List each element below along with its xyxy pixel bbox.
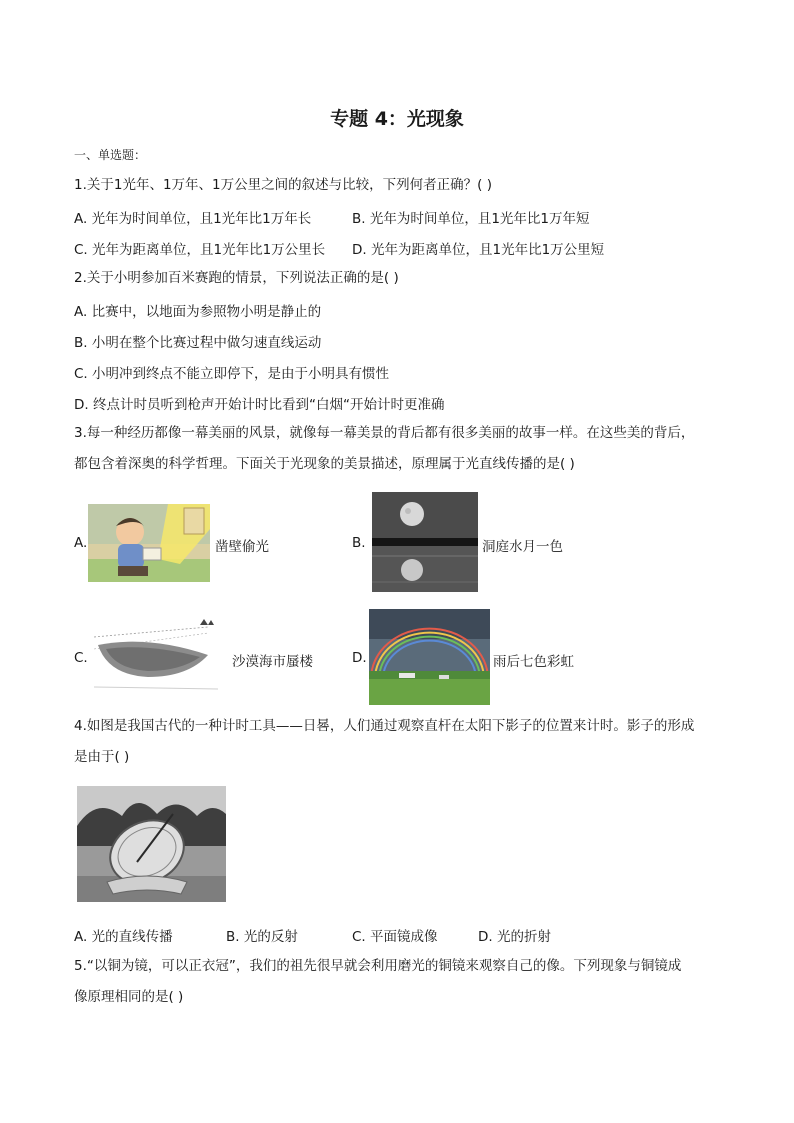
- q4-option-d: D. 光的折射: [478, 929, 551, 945]
- q3-option-b-image: [372, 492, 478, 592]
- question-4-stem-line2: 是由于( ): [74, 749, 130, 765]
- question-2-stem: 2.关于小明参加百米赛跑的情景，下列说法正确的是( ): [74, 270, 399, 286]
- q1-option-c: C. 光年为距离单位，且1光年比1万公里长: [74, 242, 326, 258]
- q3-option-b-caption: 洞庭水月一色: [482, 539, 563, 555]
- q2-option-d: D. 终点计时员听到枪声开始计时比看到“白烟“开始计时更准确: [74, 397, 445, 413]
- sundial-image: [77, 786, 226, 902]
- q4-option-b: B. 光的反射: [226, 929, 298, 945]
- section-label: 一、单选题：: [74, 148, 147, 162]
- q1-option-d: D. 光年为距离单位，且1光年比1万公里短: [352, 242, 605, 258]
- q3-option-d-letter: D.: [352, 650, 367, 666]
- q3-option-d-caption: 雨后七色彩虹: [493, 654, 574, 670]
- q3-option-d-image: [369, 609, 490, 705]
- q3-option-c-caption: 沙漠海市蜃楼: [232, 654, 313, 670]
- question-5-stem-line2: 像原理相同的是( ): [74, 989, 184, 1005]
- q3-option-a-caption: 凿壁偷光: [215, 539, 269, 555]
- question-5-stem-line1: 5.“以铜为镜，可以正衣冠”，我们的祖先很早就会利用磨光的铜镜来观察自己的像。下列现象与铜镜成: [74, 958, 682, 974]
- q2-option-b: B. 小明在整个比赛过程中做匀速直线运动: [74, 335, 322, 351]
- q1-option-b: B. 光年为时间单位，且1光年比1万年短: [352, 211, 590, 227]
- page-title: 专题 4：光现象: [330, 108, 464, 130]
- q3-option-b-letter: B.: [352, 535, 366, 551]
- question-4-stem-line1: 4.如图是我国古代的一种计时工具——日晷，人们通过观察直杆在太阳下影子的位置来计时。影子的形成: [74, 718, 695, 734]
- q1-option-a: A. 光年为时间单位，且1光年比1万年长: [74, 211, 312, 227]
- q4-option-c: C. 平面镜成像: [352, 929, 438, 945]
- q3-option-c-image: [88, 615, 228, 695]
- q2-option-a: A. 比赛中，以地面为参照物小明是静止的: [74, 304, 322, 320]
- q3-option-c-letter: C.: [74, 650, 88, 666]
- question-3-stem-line2: 都包含着深奥的科学哲理。下面关于光现象的美景描述，原理属于光直线传播的是( ): [74, 456, 575, 472]
- question-1-stem: 1.关于1光年、1万年、1万公里之间的叙述与比较，下列何者正确？( ): [74, 177, 492, 193]
- q3-option-a-letter: A.: [74, 535, 88, 551]
- q4-option-a: A. 光的直线传播: [74, 929, 173, 945]
- q2-option-c: C. 小明冲到终点不能立即停下，是由于小明具有惯性: [74, 366, 390, 382]
- question-3-stem-line1: 3.每一种经历都像一幕美丽的风景，就像每一幕美景的背后都有很多美丽的故事一样。在这些美的背后，: [74, 425, 695, 441]
- q3-option-a-image: [88, 504, 210, 582]
